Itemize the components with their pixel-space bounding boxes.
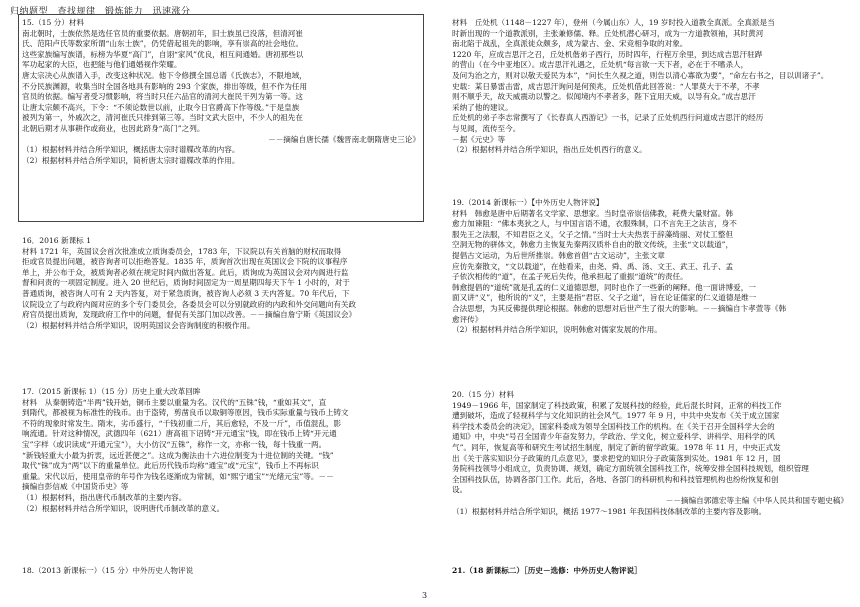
q16-block: [22, 236, 420, 331]
q16-line: 府官员提出质询，发现政府工作中的问题，督促有关部门加以改善。－－摘编自詹宁斯《英国议会》: [22, 310, 357, 320]
q18-line: 1220 年，应成吉思汗之召，丘处机偕弟子西行，历时四年，行程万余里，到达成吉思汗驻跸: [452, 49, 763, 59]
q20-source: －－摘编自郭德宏等主编《中华人民共和国专题史稿》: [665, 495, 848, 505]
q15-line: 让唐太宗颇不高兴，下令：“不须论数世以前，止取今日官爵高下作等级。”于是皇族: [22, 102, 300, 112]
q19-line: 韩愈提倡的“道统”就是孔孟的仁义道德思想，同时也作了一些新的阐释。他一面讲博爱，一: [452, 282, 756, 292]
q15-title: 15.（15 分）材料: [22, 18, 85, 27]
q16-title: 16．2016 新课标 1: [22, 236, 92, 245]
q19-line: 应仿先秦散文，“文以载道”，在他看来，由尧、舜、禹、汤、文王、武王、孔子、孟: [452, 261, 734, 271]
page-header: 归纳题型 查找规律 锻炼能力 迅速涨分: [10, 7, 191, 17]
q19-title: 19.（2014 新课标一）【中外历史人物评说】: [452, 198, 604, 207]
q17-line: 不符的现象时常发生。隋末，劣币盛行，“千钱初重二斤，其后愈轻，不及一斤”，币值混乱，影: [22, 418, 342, 428]
q17-line: 取代“铢”成为“两”以下的重量单位。此后历代钱币均称“通宝”或“元宝”，钱币上不再标识: [22, 461, 319, 471]
q15-line: 这些家族编写族谱，标榜为华夏“高门”，自诩“家风”优良，相互间通婚。唐初那些以: [22, 49, 304, 59]
q18-block: [22, 566, 420, 577]
q19-line: 子依次相传的“道”，在孟子死后失传，他承担起了重振“道统”的责任。: [452, 272, 688, 282]
q16-line: 单上，并公布于众，被质询者必须在规定时间内做出答复。此后，质询成为英国议会对内阁进行监: [22, 267, 349, 277]
q16-line: 拒或官员提出问题，被咨询者可以拒绝答复。1835 年，质询首次出现在英国议会下院的议事程序: [22, 257, 348, 267]
page-number: 3: [422, 591, 428, 600]
q18-line: 则不顺乎天，故天威震动以警之。似闻境内不孝者多，陛下宜用天威，以导有众。”成吉思汗: [452, 92, 756, 102]
q15-block: [22, 18, 420, 166]
q17-question: （2）根据材料并结合所学知识，说明唐代币制改革的意义。: [22, 503, 225, 513]
q19-line: 面又讲“义”，他所说的“义”，主要是指“君臣、父子之道”，旨在论证儒家的仁义道德是维一: [452, 293, 757, 303]
q15-question: （2）根据材料并结合所学知识，简析唐太宗时谱牒改革的作用。: [22, 155, 240, 165]
q18-line: －据《元史》等: [452, 134, 506, 144]
q19-block: [452, 198, 848, 336]
q20-line: 遭到破坏，造成了轻视科学与文化知识的社会风气。1977 年 9 月，中共中央发布《关于成立国家: [452, 411, 780, 421]
q19-question: （2）根据材料并结合所学知识，说明韩愈对儒家发展的作用。: [452, 325, 662, 335]
q18-question: （2）根据材料并结合所学知识，指出丘处机西行的意义。: [452, 145, 647, 155]
q18-line: 的营山（在今中亚地区）。成吉思汗礼遇之，丘处机“每言欲一天下者，必在于不嗜杀人，: [452, 60, 749, 70]
q20-line: 气”。同年，恢复高等和研究生考试招生制度，制定了新的留学政策。1978 年 11 月，中央正式发: [452, 442, 781, 452]
q16-line: 督和问责的一项固定制度。进入 20 世纪后，质询时间固定为一周星期四每天下午 1 小时的，对于: [22, 278, 350, 288]
q20-line: 全国科技队伍，协调各部门工作。此后，各地、各部门的科研机构和科技管理机构也纷纷恢复和创: [452, 474, 779, 484]
q17-line: 重量。宋代以后，使用皇帝的年号作为钱名逐渐成为常制，如“熙宁通宝”“光绪元宝”等。－－: [22, 471, 334, 481]
q20-block: [452, 390, 848, 517]
q19-line: 服先王之法服，不知君臣之义，父子之情。”当时士大夫热衷于辞藻绮丽、对仗工整但: [452, 229, 734, 239]
q18-line: 南北陷于战乱，全真派徒众颇多，成为蒙古、金、宋竞相争取的对象。: [452, 39, 688, 49]
q21-block: [452, 566, 848, 577]
q15-line: 不分民族渊源，收集当时全国各地具有影响的 293 个家族，排出等级，但不作为任用: [22, 81, 308, 91]
q17-line: 摘编自彭信威《中国货币史》等: [22, 482, 129, 492]
q18-line: 史载：某日暴雷击雷，成吉思汗询问是何预兆，丘处机借此回答说：“人罪莫大于不孝，不孝: [452, 81, 760, 91]
q15-line: 被列为第一，外戚次之，清河崔氏只排到第三等。当时文武大臣中，不少人的祖先在: [22, 113, 303, 123]
q16-line: 议院设立了与政府内阁对应的多个专门委员会，各委员会可以分别就政府的内政和外交问题向有关政: [22, 299, 357, 309]
q19-line: 空洞无物的骈体文，韩愈力主恢复先秦两汉质朴自由的散文传统，主张“文以载道”，: [452, 240, 734, 250]
q18-material-block: [452, 18, 848, 156]
q18-line: 材料 丘处机（1148－1227 年），登州（今属山东）人，19 岁时投入道教全真派。全真派是当: [452, 18, 775, 27]
q15-line: 北朝后期才从事耕作或商业，也因此跻身“高门”之列。: [22, 123, 205, 133]
q15-question: （1）根据材料并结合所学知识，概括唐太宗时谱牒改革的内容。: [22, 145, 240, 155]
q16-line: 材料 1721 年，英国议会首次批准成立质询委员会，1783 年，下议院以有关首脑的财权而取得: [22, 246, 342, 256]
q20-line: 设。: [452, 485, 468, 495]
q17-line: 响流通。针对这种情况，武德四年（621）唐高祖下诏铸“开元通宝”钱，即在钱币上铸“开元通: [22, 429, 337, 439]
q15-line: 南北朝时，士族依然是选任官员的重要依据。唐朝初年，旧士族虽已没落，但清河崔: [22, 28, 303, 38]
q17-title: 17.（2015 新课标 1）（15 分）历史上重大改革回眸: [22, 387, 201, 396]
q20-line: 务院科技领导小组成立，负责协调、规划，确定方面统领全国科技工作，统筹安排全国科技规划，组织管理: [452, 464, 809, 474]
q15-line: 氏、范阳卢氏等数家所谓“山东士族”，仍凭借起祖先的影响，享有崇高的社会地位。: [22, 39, 304, 49]
q15-line: 军功起家的大臣，也把能与他们通婚视作荣耀。: [22, 60, 182, 70]
q17-question: （1）根据材料，指出唐代币制改革的主要内容。: [22, 492, 187, 502]
q17-line: 到隋代，都被视为标准性的钱币。由于盗铸，剪凿良币以取铜等原因，钱币实际重量与钱币上铸文: [22, 408, 349, 418]
q20-title: 20.（15 分）材料: [452, 390, 515, 399]
q16-question: （2）根据材料并结合所学知识，说明英国议会咨询制度的积极作用。: [22, 320, 255, 330]
q18-line: 采纳了他的建议。: [452, 102, 513, 112]
q16-line: 普通质询，被咨询人可有 2 天内答复，对于紧急质询，被咨询人必须 3 天内答复。70 年代后，下: [22, 288, 350, 298]
q19-line: 愈力加谏阻：“佛本夷狄之人，与中国言语不通，衣服殊制，口不言先王之法言，身不: [452, 219, 737, 229]
q20-line: 通知》中，中央“号召全国青少年奋发努力，学政治、学文化，树立爱科学、讲科学、用科学的风: [452, 432, 775, 442]
q17-block: [22, 387, 420, 514]
q15-line: 官员的依据。编写者受习惯影响，将当时只任六品官的清河大崔民干列为第一等。这: [22, 92, 303, 102]
q21-title: 21.（18 新课标二）［历史－选修：中外历史人物评说］: [452, 566, 642, 575]
q15-line: 唐太宗决心从族谱入手，改变这种状况。他下令修撰全国总谱《氏族志》，不限地域，: [22, 70, 307, 80]
q20-line: 出《关于落实知识分子政策的几点意见》，要求把党的知识分子政策落到实处。1981 年 12 月，国: [452, 453, 781, 463]
q18-line: 与见闻，流传至今。: [452, 123, 521, 133]
q18-title: 18.（2013 新课标一）（15 分）中外历史人物评说: [22, 566, 194, 575]
q15-source: －－摘编自唐长孺《魏晋南北朝隋唐史三论》: [268, 134, 420, 144]
q18-line: 时新出现的一个道教派别，主张兼修儒、释。丘处机潜心研习，成为一方道教领袖，其时黄河: [452, 28, 764, 38]
q18-line: 丘处机的弟子李志常撰写了《长春真人西游记》一书，记录了丘处机西行问道成吉思汗的经历: [452, 113, 764, 123]
q19-line: 愈评传》: [452, 314, 483, 324]
q19-line: 提倡古文运动，为后世所推崇。韩愈首倡“古文运动”，主张文章: [452, 250, 665, 260]
q17-line: 材料 从秦朝铸造“半两”钱开始，铜币主要以重量为名。汉代的“五铢”钱，“重如其文”，直: [22, 397, 327, 407]
q20-line: 科学技术委员会的决定》，国家科委成为领导全国科技工作的机构。在《关于召开全国科学大会的: [452, 421, 775, 431]
q18-line: 及问为治之方，则对以敬天爱民为本”，“问长生久视之道，则告以清心寡欲为要”，“命左右书之，目以训诸子”。: [452, 70, 829, 80]
q17-line: 宝”字样（或识读成“开通元宝”），大小仿汉“五铢”，称作一文，亦称一钱，每十钱重一两。: [22, 439, 327, 449]
q17-line: “新钱轻重大小最为折衷，远近甚便之”。这成为衡法由十六进位制变为十进位制的关键。“钱”: [22, 450, 334, 460]
q19-line: 合法思想，为其反佛提供理论根据。韩愈的思想对后世产生了很大的影响。－－摘编自卞孝萱等《韩: [452, 303, 787, 313]
q20-question: （1）根据材料并结合所学知识，概括 1977～1981 年我国科技体制改革的主要内容及影响。: [452, 506, 767, 516]
q19-line: 材料 韩愈是唐中后期著名文学家、思想家。当时皇帝崇信佛教，耗费大量财富。韩: [452, 208, 733, 218]
q20-line: 1949－1966 年，国家制定了科技政策，积累了发展科技的经验，此后混长时间，正常的科技工作: [452, 400, 782, 410]
